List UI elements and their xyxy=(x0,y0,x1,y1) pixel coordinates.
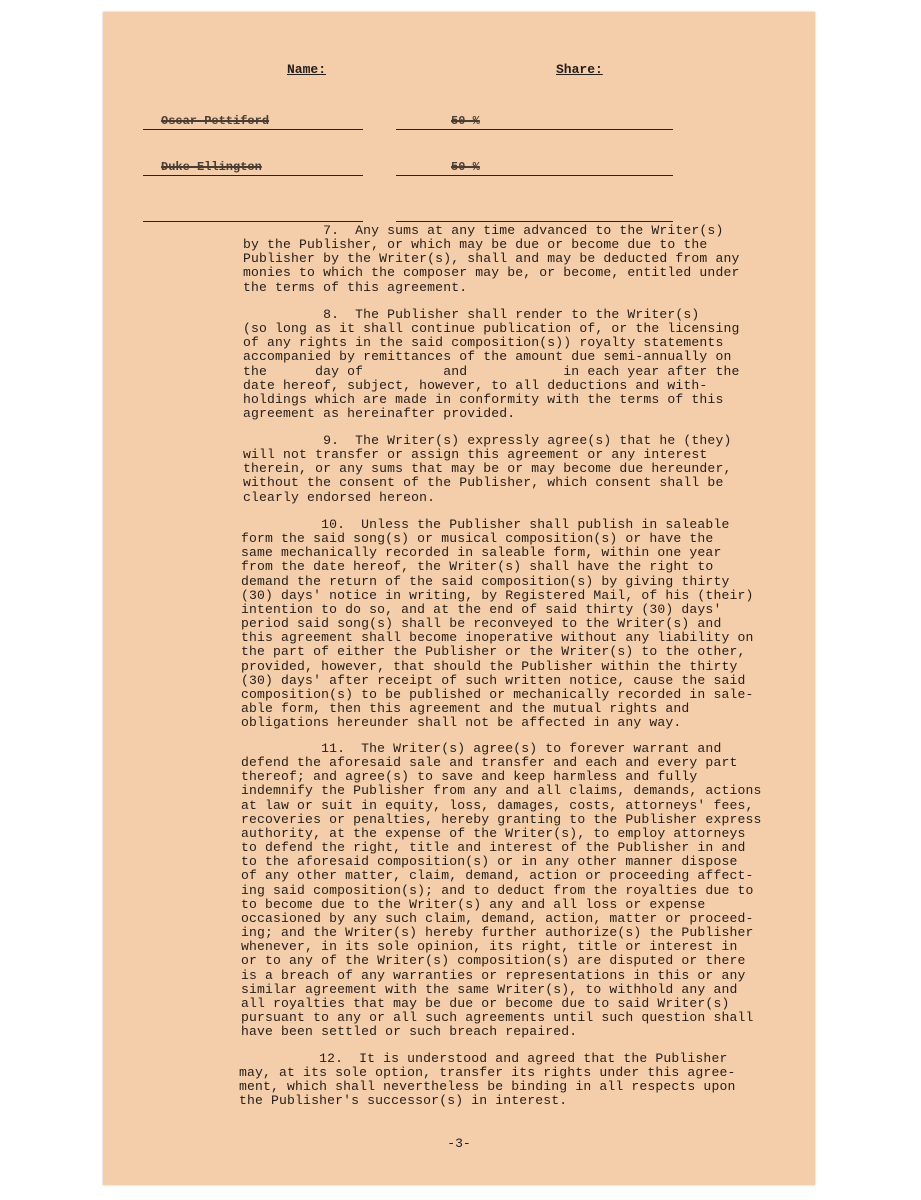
document-page xyxy=(103,12,815,1185)
writer-name-line xyxy=(143,157,363,176)
writer-share: 50 % xyxy=(451,160,480,174)
writer-name: Oscar Pettiford xyxy=(161,114,270,128)
writer-share-line xyxy=(396,111,673,130)
writer-name: Duke Ellington xyxy=(161,160,262,174)
writer-row xyxy=(143,204,673,222)
paragraph-11: 11. The Writer(s) agree(s) to forever warrant and defend the aforesaid sale and transfer and each and every part thereof; and agree(s) to save and keep harmless and fully indemnify the Publisher from any and all claims, demands, actions at law or suit in equity, loss, damages, costs, attorneys' fees, recoveries or penalties, hereby granting to the Publisher express authority, at the expense of the Writer(s), to employ attorneys to defend the right, title and interest of the Publisher in and to the aforesaid composition(s) or in any other manner dispose of any other matter, claim, demand, action or proceeding affect- ing said composition(s); and to deduct from the royalties due to to become due to the Writer(s) any and all loss or expense occasioned by any such claim, demand, action, matter or proceed- ing; and the Writer(s) hereby further authorize(s) the Publisher whenever, in its sole opinion, its right, title or interest in or to any of the Writer(s) composition(s) are disputed or there is a breach of any warranties or representations in this or any similar agreement with the same Writer(s), to withhold any and all royalties that may be due or become due to said Writer(s) pursuant to any or all such agreements until such question shall have been settled or such breach repaired. xyxy=(241,741,762,1040)
writer-row xyxy=(143,158,673,176)
paragraph-12: 12. It is understood and agreed that the Publisher may, at its sole option, transfer its rights under this agree- ment, which shall nevertheless be binding in all respects upon the Publisher's successor(s) in interest. xyxy=(239,1051,736,1109)
writer-row xyxy=(143,112,673,130)
page-number: -3- xyxy=(447,1136,471,1151)
paragraph-8: 8. The Publisher shall render to the Writer(s) (so long as it shall continue publication of, or the licensing of any rights in the said composition(s)) royalty statements accompanied by remittances of the amount due semi-annually on the day of and in each year after the date hereof, subject, however, to all deductions and with- holdings which are made in conformity with the terms of this agreement as hereinafter provided. xyxy=(243,307,740,422)
writer-share-line xyxy=(396,203,673,222)
paragraph-10: 10. Unless the Publisher shall publish in saleable form the said song(s) or musical composition(s) or have the same mechanically recorded in saleable form, within one year from the date hereof, the Writer(s) shall have the right to demand the return of the said composition(s) by giving thirty (30) days' notice in writing, by Registered Mail, of his (their) intention to do so, and at the end of said thirty (30) days' period said song(s) shall be reconveyed to the Writer(s) and this agreement shall become inoperative without any liability on the part of either the Publisher or the Writer(s) to the other, provided, however, that should the Publisher within the thirty (30) days' after receipt of such written notice, cause the said composition(s) to be published or mechanically recorded in sale- able form, then this agreement and the mutual rights and obligations hereunder shall not be affected in any way. xyxy=(241,517,754,731)
writer-name-line xyxy=(143,111,363,130)
writer-share: 50 % xyxy=(451,114,480,128)
name-column-header: Name: xyxy=(287,62,327,77)
paragraph-9: 9. The Writer(s) expressly agree(s) that he (they) will not transfer or assign this agreement or any interest therein, or any sums that may be or may become due hereunder, without the consent of the Publisher, which consent shall be clearly endorsed hereon. xyxy=(243,433,732,505)
paragraph-7: 7. Any sums at any time advanced to the Writer(s) by the Publisher, or which may be due or become due to the Publisher by the Writer(s), shall and may be deducted from any monies to which the composer may be, or become, entitled under the terms of this agreement. xyxy=(243,223,740,295)
writer-name-line xyxy=(143,203,363,222)
writer-share-line xyxy=(396,157,673,176)
share-column-header: Share: xyxy=(556,62,603,77)
